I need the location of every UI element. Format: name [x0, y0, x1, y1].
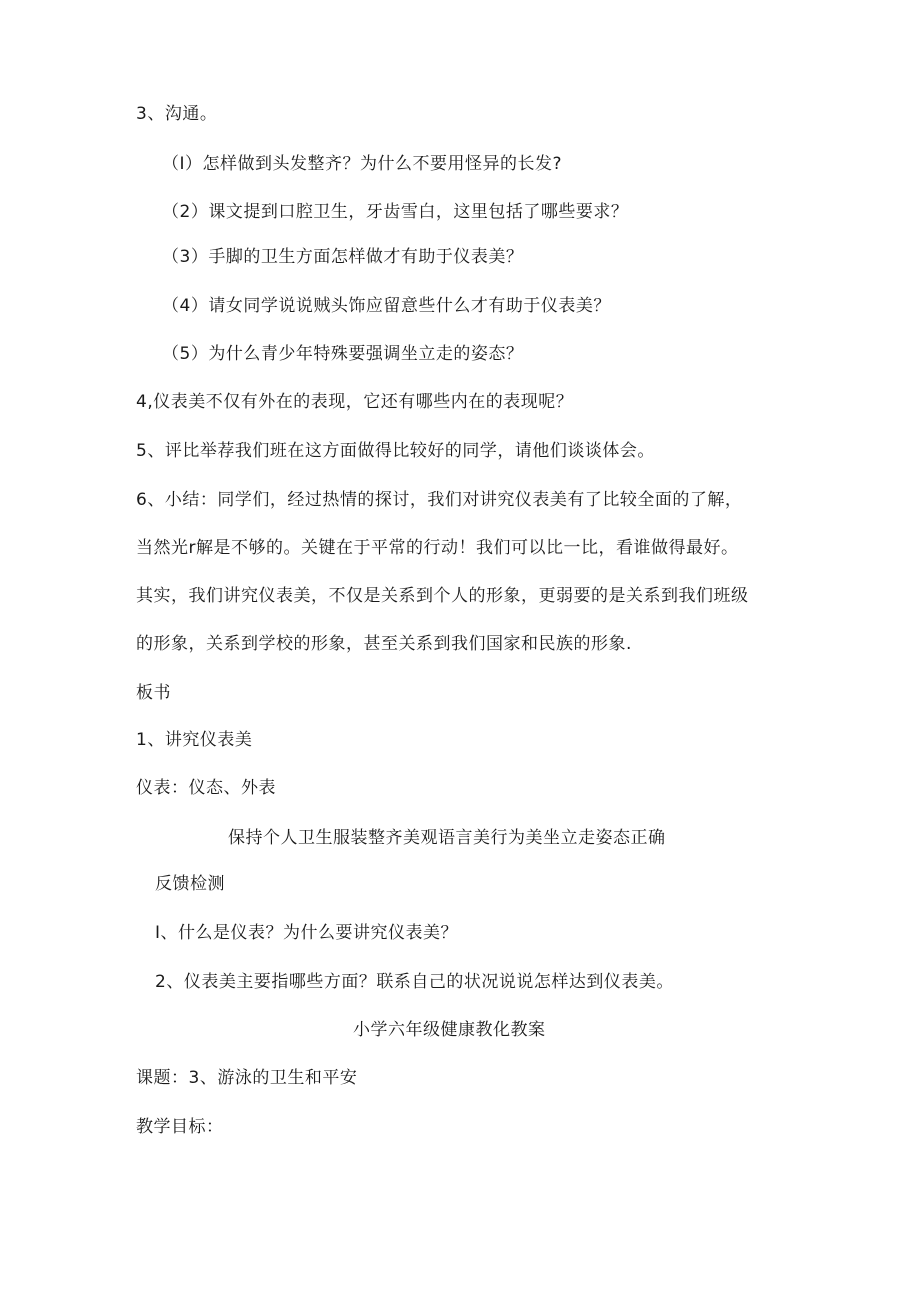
question-1: （I）怎样做到头发整齐？为什么不要用怪异的长发? — [162, 154, 563, 174]
section-6-summary: 6、小结：同学们，经过热情的探讨，我们对讲究仪表美有了比较全面的了解， — [136, 490, 743, 510]
lesson-plan-title: 小学六年级健康教化教案 — [353, 1020, 546, 1040]
section-5: 5、评比举荐我们班在这方面做得比较好的同学，请他们谈谈体会。 — [136, 441, 655, 461]
summary-line-4: 的形象，关系到学校的形象，甚至关系到我们国家和民族的形象. — [136, 634, 632, 654]
section-4: 4,仪表美不仅有外在的表现，它还有哪些内在的表现呢？ — [136, 392, 574, 412]
question-5: （5）为什么青少年特殊要强调坐立走的姿态？ — [162, 344, 524, 364]
blackboard-definition: 仪表：仪态、外表 — [136, 778, 276, 798]
feedback-question-1: I、什么是仪表？为什么要讲究仪表美？ — [155, 923, 459, 943]
question-3: （3）手脚的卫生方面怎样做才有助于仪表美？ — [162, 247, 524, 267]
teaching-objectives-heading: 教学目标： — [136, 1117, 224, 1137]
blackboard-heading: 板书 — [136, 683, 171, 703]
question-4: （4）请女同学说说贼头饰应留意些什么才有助于仪表美？ — [162, 296, 611, 316]
question-2: （2）课文提到口腔卫生，牙齿雪白，这里包括了哪些要求？ — [162, 202, 629, 222]
section-3-heading: 3、沟通。 — [136, 104, 218, 124]
feedback-heading: 反馈检测 — [155, 874, 225, 894]
blackboard-points: 保持个人卫生服装整齐美观语言美行为美坐立走姿态正确 — [228, 828, 666, 848]
blackboard-item-1: 1、讲究仪表美 — [136, 730, 253, 750]
lesson-topic: 课题：3、游泳的卫生和平安 — [136, 1068, 358, 1088]
feedback-question-2: 2、仪表美主要指哪些方面？联系自己的状况说说怎样达到仪表美。 — [155, 972, 674, 992]
summary-line-3: 其实，我们讲究仪表美，不仅是关系到个人的形象，更弱要的是关系到我们班级 — [136, 586, 749, 606]
summary-line-2: 当然光r解是不够的。关键在于平常的行动！我们可以比一比，看谁做得最好。 — [136, 538, 739, 558]
